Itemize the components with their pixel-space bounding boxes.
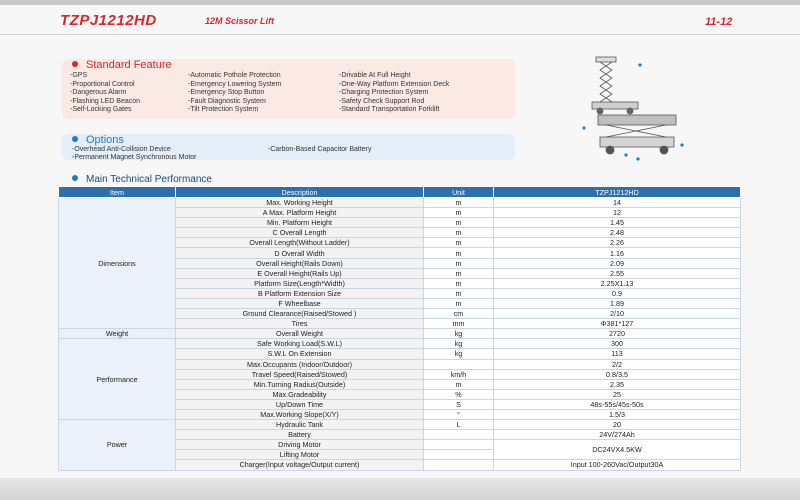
table-row (59, 339, 741, 349)
unit-cell: cm (424, 309, 494, 319)
unit-cell (424, 430, 494, 440)
unit-cell: m (424, 379, 494, 389)
description-cell: Ground Clearance(Raised/Stowed ) (176, 309, 424, 319)
unit-cell: m (424, 288, 494, 298)
feature-item: -Fault Diagnostic System (188, 97, 266, 105)
unit-cell: % (424, 389, 494, 399)
bullet-dot-icon (72, 61, 78, 67)
value-cell: 1.89 (494, 298, 741, 308)
option-item: -Carbon-Based Capacitor Battery (268, 146, 372, 153)
description-cell: C Overall Length (176, 228, 424, 238)
description-cell: S.W.L On Extension (176, 349, 424, 359)
description-cell: Min.Turning Radius(Outside) (176, 379, 424, 389)
description-cell: Max. Working Height (176, 198, 424, 208)
feature-item: -Standard Transportation Forklift (339, 106, 440, 114)
value-cell: 2/2 (494, 359, 741, 369)
value-cell: 2.35 (494, 379, 741, 389)
value-cell: 1.16 (494, 248, 741, 258)
description-cell: Battery (176, 430, 424, 440)
description-cell: Max.Occupants (Indoor/Outdoor) (176, 359, 424, 369)
header-unit: Unit (424, 187, 494, 198)
group-label-cell: Power (59, 420, 176, 470)
options-heading (72, 134, 124, 146)
unit-cell: S (424, 399, 494, 409)
unit-cell: m (424, 238, 494, 248)
header-description: Description (176, 187, 424, 198)
description-cell: Overall Length(Without Ladder) (176, 238, 424, 248)
header-model: TZPJ1212HD (494, 187, 741, 198)
value-cell: 0.9 (494, 288, 741, 298)
option-item: -Overhead Anti-Collision Device (72, 146, 171, 153)
value-cell: 300 (494, 339, 741, 349)
value-cell: 48s-55s/45s-50s (494, 399, 741, 409)
value-cell: 2.25X1.13 (494, 278, 741, 288)
unit-cell: L (424, 420, 494, 430)
description-cell: Max.Working Slope(X/Y) (176, 409, 424, 419)
spec-table-body (59, 198, 741, 471)
option-item: -Permanent Magnet Synchronous Motor (72, 154, 197, 161)
description-cell: Tires (176, 319, 424, 329)
model-title: TZPJ1212HD (60, 12, 157, 29)
table-row (59, 420, 741, 430)
value-cell: 1.45 (494, 218, 741, 228)
standard-feature-title: Standard Feature (86, 59, 172, 71)
feature-column-1 (70, 72, 140, 115)
feature-item: -Dangerous Alarm (70, 89, 127, 97)
description-cell: F Wheelbase (176, 298, 424, 308)
value-cell: Φ381*127 (494, 319, 741, 329)
unit-cell: m (424, 258, 494, 268)
unit-cell (424, 440, 494, 450)
value-cell: 12 (494, 208, 741, 218)
description-cell: Platform Size(Length*Width) (176, 278, 424, 288)
description-cell: Lifting Motor (176, 450, 424, 460)
description-cell: Up/Down Time (176, 399, 424, 409)
description-cell: Hydraulic Tank (176, 420, 424, 430)
value-cell: 24V/274Ah (494, 430, 741, 440)
unit-cell (424, 460, 494, 470)
description-cell: Overall Weight (176, 329, 424, 339)
feature-item: -Emergency Stop Button (188, 89, 265, 97)
unit-cell: kg (424, 339, 494, 349)
value-cell: 2.26 (494, 238, 741, 248)
value-cell: 25 (494, 389, 741, 399)
feature-item: -One-Way Platform Extension Deck (339, 80, 450, 88)
value-cell: 14 (494, 198, 741, 208)
value-cell: DC24VX4.5KW (494, 440, 741, 460)
model-subtitle: 12M Scissor Lift (205, 16, 275, 26)
unit-cell: m (424, 228, 494, 238)
value-cell: Input 100-260Vac/Output30A (494, 460, 741, 470)
unit-cell: m (424, 298, 494, 308)
top-bar (0, 0, 800, 5)
header-item: Item (59, 187, 176, 198)
feature-item: -Flashing LED Beacon (70, 97, 141, 105)
bullet-dot-icon (72, 136, 78, 142)
description-cell: B Platform Extension Size (176, 288, 424, 298)
options-title: Options (86, 134, 124, 146)
group-label-cell: Performance (59, 339, 176, 420)
value-cell: 2.09 (494, 258, 741, 268)
unit-cell: m (424, 248, 494, 258)
unit-cell: m (424, 218, 494, 228)
description-cell: Travel Speed(Raised/Stowed) (176, 369, 424, 379)
value-cell: 2.48 (494, 228, 741, 238)
header-divider (0, 34, 800, 35)
feature-item: -Proportional Control (70, 80, 135, 88)
unit-cell: mm (424, 319, 494, 329)
unit-cell (424, 359, 494, 369)
description-cell: A Max. Platform Height (176, 208, 424, 218)
feature-item: -Self-Locking Gates (70, 106, 132, 114)
description-cell: Overall Height(Rails Down) (176, 258, 424, 268)
value-cell: 113 (494, 349, 741, 359)
feature-column-3 (339, 72, 449, 115)
value-cell: 1.5/3 (494, 409, 741, 419)
description-cell: Driving Motor (176, 440, 424, 450)
spec-table (58, 186, 741, 471)
page-number: 11-12 (705, 16, 733, 28)
main-performance-title: Main Technical Performance (86, 174, 212, 185)
bottom-bar (0, 478, 800, 500)
feature-column-2 (188, 72, 281, 115)
scissor-lift-illustration (578, 55, 698, 165)
value-cell: 2720 (494, 329, 741, 339)
unit-cell: ° (424, 409, 494, 419)
value-cell: 2/10 (494, 309, 741, 319)
feature-item: -Drivable At Full Height (339, 72, 411, 79)
unit-cell: m (424, 198, 494, 208)
description-cell: Max.Gradeability (176, 389, 424, 399)
raised-lift-drawing (592, 57, 638, 114)
feature-item: -Charging Protection System (339, 89, 429, 97)
table-header-row (59, 187, 741, 198)
unit-cell (424, 450, 494, 460)
unit-cell: km/h (424, 369, 494, 379)
description-cell: D Overall Width (176, 248, 424, 258)
description-cell: Min. Platform Height (176, 218, 424, 228)
bullet-dot-icon (72, 175, 78, 181)
group-label-cell: Dimensions (59, 198, 176, 329)
unit-cell: m (424, 268, 494, 278)
feature-item: -Tilt Protection System (188, 106, 259, 114)
unit-cell: kg (424, 349, 494, 359)
description-cell: Charger(Input voltage/Output current) (176, 460, 424, 470)
main-performance-heading (72, 174, 212, 185)
table-row (59, 329, 741, 339)
standard-feature-heading (72, 59, 172, 71)
value-cell: 2.55 (494, 268, 741, 278)
description-cell: Safe Working Load(S.W.L) (176, 339, 424, 349)
unit-cell: m (424, 208, 494, 218)
value-cell: 20 (494, 420, 741, 430)
value-cell: 0.8/3.5 (494, 369, 741, 379)
group-label-cell: Weight (59, 329, 176, 339)
feature-item: -Safety Check Support Rod (339, 97, 425, 105)
feature-item: -Emergency Lowering System (188, 80, 282, 88)
description-cell: E Overall Height(Rails Up) (176, 268, 424, 278)
table-row (59, 198, 741, 208)
unit-cell: kg (424, 329, 494, 339)
stowed-lift-drawing (598, 115, 676, 154)
feature-item: -Automatic Pothole Protection (188, 72, 281, 79)
unit-cell: m (424, 278, 494, 288)
feature-item: -GPS (70, 72, 88, 79)
